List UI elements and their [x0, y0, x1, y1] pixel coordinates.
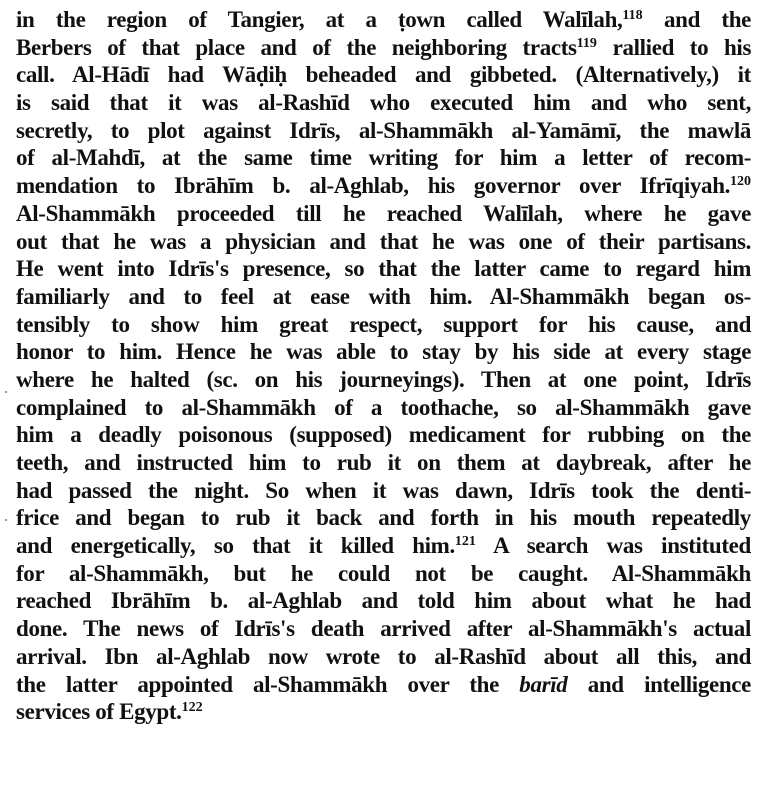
- text-line: the latter appointed al-Shammākh over the barīd and intelligence: [16, 671, 751, 697]
- text-line: reached Ibrāhīm b. al-Aghlab and told him about what he had: [16, 588, 751, 614]
- text-line: done. The news of Idrīs's death arrived after al-Shammākh's actual: [16, 616, 751, 642]
- text-line: complained to al-Shammākh of a toothache, so al-Shammākh gave: [16, 394, 751, 420]
- text-line: of al-Mahdī, at the same time writing for him a letter of recom-: [16, 145, 752, 171]
- text-line: Berbers of that place and of the neighboring tracts$^{119}$ rallied to his: [16, 34, 752, 60]
- footnote-marker: 122: [181, 700, 203, 716]
- text-line: tensibly to show him great respect, support for his cause, and: [16, 311, 752, 337]
- text-line: teeth, and instructed him to rub it on them at daybreak, after he: [16, 450, 751, 475]
- italic-term: barīd: [519, 671, 568, 697]
- text-line: secretly, to plot against Idrīs, al-Shammākh al-Yamāmī, the mawlā: [16, 117, 752, 143]
- footnote-marker: 119: [576, 35, 597, 51]
- text-line: is said that it was al-Rashīd who executed him and who sent,: [16, 90, 751, 116]
- text-line: honor to him. Hence he was able to stay by his side at every stage: [16, 339, 752, 365]
- text-line: where he halted (sc. on his journeyings). Then at one point, Idrīs: [16, 366, 752, 392]
- text-line: him a deadly poisonous (supposed) medicament for rubbing on the: [16, 422, 751, 448]
- footnote-marker: 118: [622, 8, 643, 23]
- text-line: He went into Idrīs's presence, so that the latter came to regard him: [16, 256, 752, 282]
- text-line: frice and began to rub it back and forth in his mouth repeatedly: [16, 505, 751, 531]
- footnote-marker: 120: [730, 174, 752, 190]
- text-line: services of Egypt.$^{122}$: [16, 699, 203, 725]
- text-line: had passed the night. So when it was dawn, Idrīs took the denti-: [16, 477, 752, 503]
- text-line: for al-Shammākh, but he could not be caught. Al-Shammākh: [16, 560, 751, 586]
- text-line: in the region of Tangier, at a ṭown called Walīlah,$^{118}$ and the: [16, 7, 751, 32]
- scan-speck: [5, 519, 7, 521]
- text-line: and energetically, so that it killed him.$^{121}$ A search was instituted: [16, 533, 751, 559]
- text-line: out that he was a physician and that he was one of their partisans.: [16, 228, 752, 254]
- text-line: call. Al-Hādī had Wāḍiḥ beheaded and gibbeted. (Alternatively,) it: [16, 62, 751, 88]
- scan-speck: [5, 391, 7, 393]
- text-line: arrival. Ibn al-Aghlab now wrote to al-Rashīd about all this, and: [16, 643, 752, 669]
- book-page-text: [16, 6, 751, 726]
- text-line: familiarly and to feel at ease with him. Al-Shammākh began os-: [16, 283, 751, 309]
- footnote-marker: 121: [454, 534, 476, 550]
- text-line: Al-Shammākh proceeded till he reached Walīlah, where he gave: [16, 200, 751, 226]
- text-line: mendation to Ibrāhīm b. al-Aghlab, his governor over Ifrīqiyah.$^{120}$: [16, 173, 752, 199]
